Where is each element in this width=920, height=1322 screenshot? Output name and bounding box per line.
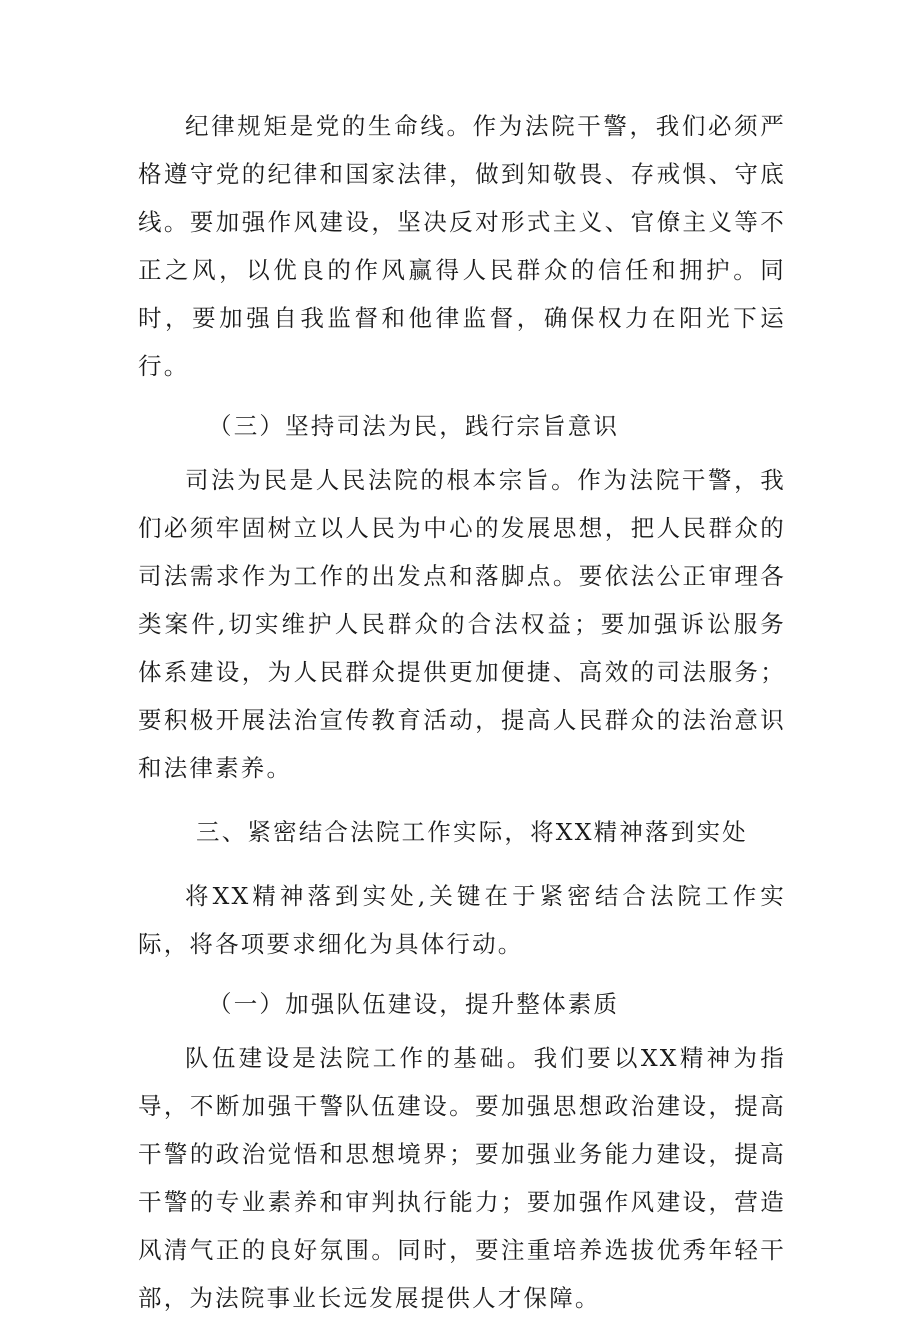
section-heading-3: 三、紧密结合法院工作实际，将XX精神落到实处 [196,818,748,846]
document-page [138,102,786,1322]
subsection-heading-1: （一）加强队伍建设，提升整体素质 [208,990,620,1018]
subsection-heading-3: （三）坚持司法为民，践行宗旨意识 [208,412,620,440]
paragraph-justice-for-people: 司法为民是人民法院的根本宗旨。作为法院干警，我们必须牢固树立以人民为中心的发展思想，把人民群众的司法需求作为工作的出发点和落脚点。要依法公正审理各类案件,切实维护人民群众的合法权益；要加强诉讼服务体系建设，为人民群众提供更加便捷、高效的司法服务；要积极开展法治宣传教育活动，提高人民群众的法治意识和法律素养。 [138,466,786,782]
paragraph-team-building: 队伍建设是法院工作的基础。我们要以XX精神为指导，不断加强干警队伍建设。要加强思想政治建设，提高干警的政治觉悟和思想境界；要加强业务能力建设，提高干警的专业素养和审判执行能力；要加强作风建设，营造风清气正的良好氛围。同时，要注重培养选拔优秀年轻干部，为法院事业长远发展提供人才保障。 [138,1044,786,1312]
paragraph-discipline: 纪律规矩是党的生命线。作为法院干警，我们必须严格遵守党的纪律和国家法律，做到知敬畏、存戒惧、守底线。要加强作风建设，坚决反对形式主义、官僚主义等不正之风，以优良的作风赢得人民群众的信任和拥护。同时，要加强自我监督和他律监督，确保权力在阳光下运行。 [138,112,786,380]
paragraph-implementation: 将XX精神落到实处,关键在于紧密结合法院工作实际，将各项要求细化为具体行动。 [138,882,786,958]
